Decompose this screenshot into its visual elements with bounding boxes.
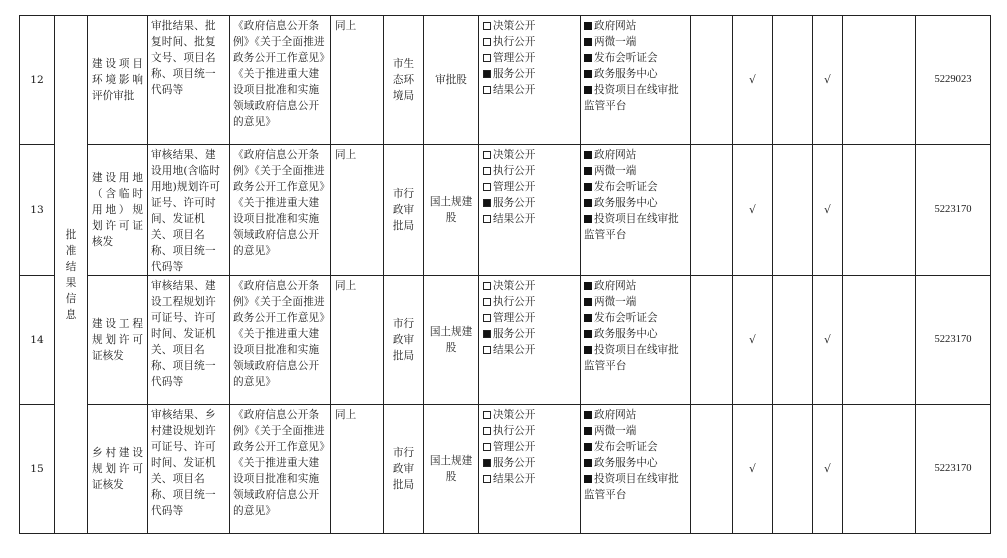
check-mark-icon: √ [733,276,773,405]
channel-label: 政务服务中心 [594,68,658,80]
filled-square-icon [584,427,592,435]
disclosure-type-option [483,294,576,310]
disclosure-type-option [483,455,576,471]
option-label: 服务公开 [493,457,536,469]
empty-cell [843,276,916,405]
channel-label: 发布会听证会 [594,181,658,193]
channel-label: 政府网站 [594,149,637,161]
empty-cell [773,405,813,534]
disclosure-time: 同上 [331,405,384,534]
contact-phone: 5223170 [916,145,991,276]
channel-label: 两微一端 [594,36,637,48]
channel-item [584,18,687,34]
disclosure-content: 审核结果、乡村建设规划许可证号、许可时间、发证机关、项目名称、项目统一代码等 [148,405,230,534]
filled-square-icon [584,411,592,419]
table-row [20,405,991,534]
empty-cell [843,16,916,145]
channel-label: 发布会听证会 [594,441,658,453]
disclosure-type-option [483,163,576,179]
disclosure-channel-cell [581,16,691,145]
disclosure-time: 同上 [331,276,384,405]
disclosure-time: 同上 [331,145,384,276]
unchecked-box-icon [483,54,491,62]
channel-item [584,439,687,455]
filled-square-icon [584,282,592,290]
checked-box-icon [483,459,491,467]
empty-cell [691,405,733,534]
item-name: 建设项目环境影响评价审批 [92,58,143,102]
disclosure-time: 同上 [331,16,384,145]
disclosure-basis: 《政府信息公开条例》《关于全面推进政务公开工作意见》《关于推进重大建设项目批准和实施领域政府信息公开的意见》 [230,16,331,145]
item-name: 建设工程规划许可证核发 [92,318,143,362]
channel-label: 发布会听证会 [594,312,658,324]
channel-item [584,50,687,66]
filled-square-icon [584,346,592,354]
unchecked-box-icon [483,411,491,419]
disclosure-type-option [483,66,576,82]
disclosure-basis: 《政府信息公开条例》《关于全面推进政务公开工作意见》《关于推进重大建设项目批准和实施领域政府信息公开的意见》 [230,145,331,276]
channel-item [584,34,687,50]
unchecked-box-icon [483,86,491,94]
filled-square-icon [584,167,592,175]
contact-phone: 5223170 [916,405,991,534]
channel-item [584,342,687,374]
empty-cell [843,405,916,534]
unchecked-box-icon [483,167,491,175]
option-label: 结果公开 [493,213,536,225]
filled-square-icon [584,459,592,467]
filled-square-icon [584,330,592,338]
disclosure-type-option [483,326,576,342]
channel-item [584,407,687,423]
contact-phone: 5223170 [916,276,991,405]
channel-item [584,294,687,310]
empty-cell [773,145,813,276]
disclosure-type-option [483,50,576,66]
unchecked-box-icon [483,38,491,46]
filled-square-icon [584,22,592,30]
table-row [20,276,991,405]
filled-square-icon [584,183,592,191]
empty-cell [773,276,813,405]
filled-square-icon [584,199,592,207]
unchecked-box-icon [483,22,491,30]
channel-label: 两微一端 [594,296,637,308]
filled-square-icon [584,70,592,78]
option-label: 结果公开 [493,84,536,96]
channel-item [584,278,687,294]
option-label: 管理公开 [493,441,536,453]
channel-label: 投资项目在线审批监管平台 [584,473,679,501]
unchecked-box-icon [483,346,491,354]
unchecked-box-icon [483,151,491,159]
row-number: 14 [20,276,55,405]
filled-square-icon [584,314,592,322]
responsible-dept: 市行政审批局 [384,145,424,276]
unchecked-box-icon [483,443,491,451]
check-mark-icon: √ [813,145,843,276]
channel-label: 投资项目在线审批监管平台 [584,344,679,372]
option-label: 管理公开 [493,52,536,64]
checked-box-icon [483,199,491,207]
channel-item [584,195,687,211]
disclosure-type-cell [479,405,581,534]
filled-square-icon [584,86,592,94]
channel-item [584,82,687,114]
disclosure-basis: 《政府信息公开条例》《关于全面推进政务公开工作意见》《关于推进重大建设项目批准和实施领域政府信息公开的意见》 [230,405,331,534]
item-name-cell [88,16,148,145]
option-label: 决策公开 [493,20,536,32]
option-label: 决策公开 [493,409,536,421]
option-label: 执行公开 [493,296,536,308]
checked-box-icon [483,330,491,338]
option-label: 管理公开 [493,181,536,193]
option-label: 决策公开 [493,280,536,292]
unchecked-box-icon [483,183,491,191]
channel-item [584,471,687,503]
channel-label: 发布会听证会 [594,52,658,64]
filled-square-icon [584,443,592,451]
check-mark-icon: √ [813,276,843,405]
item-name: 建设用地（含临时用地）规划许可证核发 [92,172,143,248]
channel-item [584,179,687,195]
channel-item [584,310,687,326]
filled-square-icon [584,151,592,159]
channel-label: 政务服务中心 [594,328,658,340]
disclosure-type-option [483,82,576,98]
disclosure-type-option [483,211,576,227]
option-label: 服务公开 [493,197,536,209]
responsible-dept: 市行政审批局 [384,405,424,534]
disclosure-channel-cell [581,405,691,534]
channel-item [584,163,687,179]
disclosure-content: 审批结果、批复时间、批复文号、项目名称、项目统一代码等 [148,16,230,145]
check-mark-icon: √ [813,16,843,145]
empty-cell [691,276,733,405]
disclosure-type-option [483,34,576,50]
category-label: 批准结果信息 [65,228,77,321]
disclosure-table [19,15,991,534]
disclosure-type-option [483,147,576,163]
unchecked-box-icon [483,314,491,322]
check-mark-icon: √ [813,405,843,534]
channel-label: 政府网站 [594,280,637,292]
unchecked-box-icon [483,282,491,290]
item-name-cell [88,145,148,276]
empty-cell [773,16,813,145]
channel-label: 投资项目在线审批监管平台 [584,84,679,112]
channel-item [584,423,687,439]
item-name-cell [88,276,148,405]
disclosure-content: 审核结果、建设工程规划许可证号、许可时间、发证机关、项目名称、项目统一代码等 [148,276,230,405]
responsible-dept: 市行政审批局 [384,276,424,405]
table-row [20,16,991,145]
disclosure-channel-cell [581,276,691,405]
disclosure-type-option [483,195,576,211]
channel-item [584,147,687,163]
category-cell [55,16,88,534]
disclosure-basis: 《政府信息公开条例》《关于全面推进政务公开工作意见》《关于推进重大建设项目批准和实施领域政府信息公开的意见》 [230,276,331,405]
disclosure-channel-cell [581,145,691,276]
responsible-unit: 国土规建股 [424,276,479,405]
channel-item [584,66,687,82]
check-mark-icon: √ [733,16,773,145]
option-label: 执行公开 [493,165,536,177]
filled-square-icon [584,38,592,46]
disclosure-type-cell [479,145,581,276]
empty-cell [843,145,916,276]
unchecked-box-icon [483,215,491,223]
channel-item [584,455,687,471]
disclosure-type-cell [479,276,581,405]
channel-label: 政府网站 [594,409,637,421]
filled-square-icon [584,475,592,483]
filled-square-icon [584,298,592,306]
table-body [20,16,991,534]
channel-label: 投资项目在线审批监管平台 [584,213,679,241]
disclosure-type-option [483,423,576,439]
channel-label: 两微一端 [594,425,637,437]
filled-square-icon [584,54,592,62]
unchecked-box-icon [483,475,491,483]
disclosure-type-option [483,471,576,487]
option-label: 执行公开 [493,425,536,437]
channel-item [584,211,687,243]
channel-label: 政府网站 [594,20,637,32]
responsible-unit: 国土规建股 [424,145,479,276]
contact-phone: 5229023 [916,16,991,145]
unchecked-box-icon [483,298,491,306]
responsible-unit: 审批股 [424,16,479,145]
unchecked-box-icon [483,427,491,435]
disclosure-type-option [483,179,576,195]
item-name-cell [88,405,148,534]
disclosure-type-option [483,18,576,34]
option-label: 执行公开 [493,36,536,48]
empty-cell [691,16,733,145]
option-label: 决策公开 [493,149,536,161]
disclosure-type-option [483,278,576,294]
channel-label: 政务服务中心 [594,457,658,469]
disclosure-type-option [483,439,576,455]
option-label: 服务公开 [493,68,536,80]
row-number: 15 [20,405,55,534]
option-label: 结果公开 [493,473,536,485]
check-mark-icon: √ [733,405,773,534]
filled-square-icon [584,215,592,223]
empty-cell [691,145,733,276]
row-number: 12 [20,16,55,145]
item-name: 乡村建设规划许可证核发 [92,447,143,491]
disclosure-type-option [483,310,576,326]
option-label: 服务公开 [493,328,536,340]
row-number: 13 [20,145,55,276]
disclosure-type-option [483,407,576,423]
check-mark-icon: √ [733,145,773,276]
channel-label: 政务服务中心 [594,197,658,209]
channel-item [584,326,687,342]
table-row [20,145,991,276]
channel-label: 两微一端 [594,165,637,177]
option-label: 结果公开 [493,344,536,356]
checked-box-icon [483,70,491,78]
disclosure-type-cell [479,16,581,145]
option-label: 管理公开 [493,312,536,324]
responsible-unit: 国土规建股 [424,405,479,534]
disclosure-content: 审核结果、建设用地(含临时用地)规划许可证号、许可时间、发证机关、项目名称、项目统一代码等 [148,145,230,276]
disclosure-type-option [483,342,576,358]
responsible-dept: 市生态环境局 [384,16,424,145]
